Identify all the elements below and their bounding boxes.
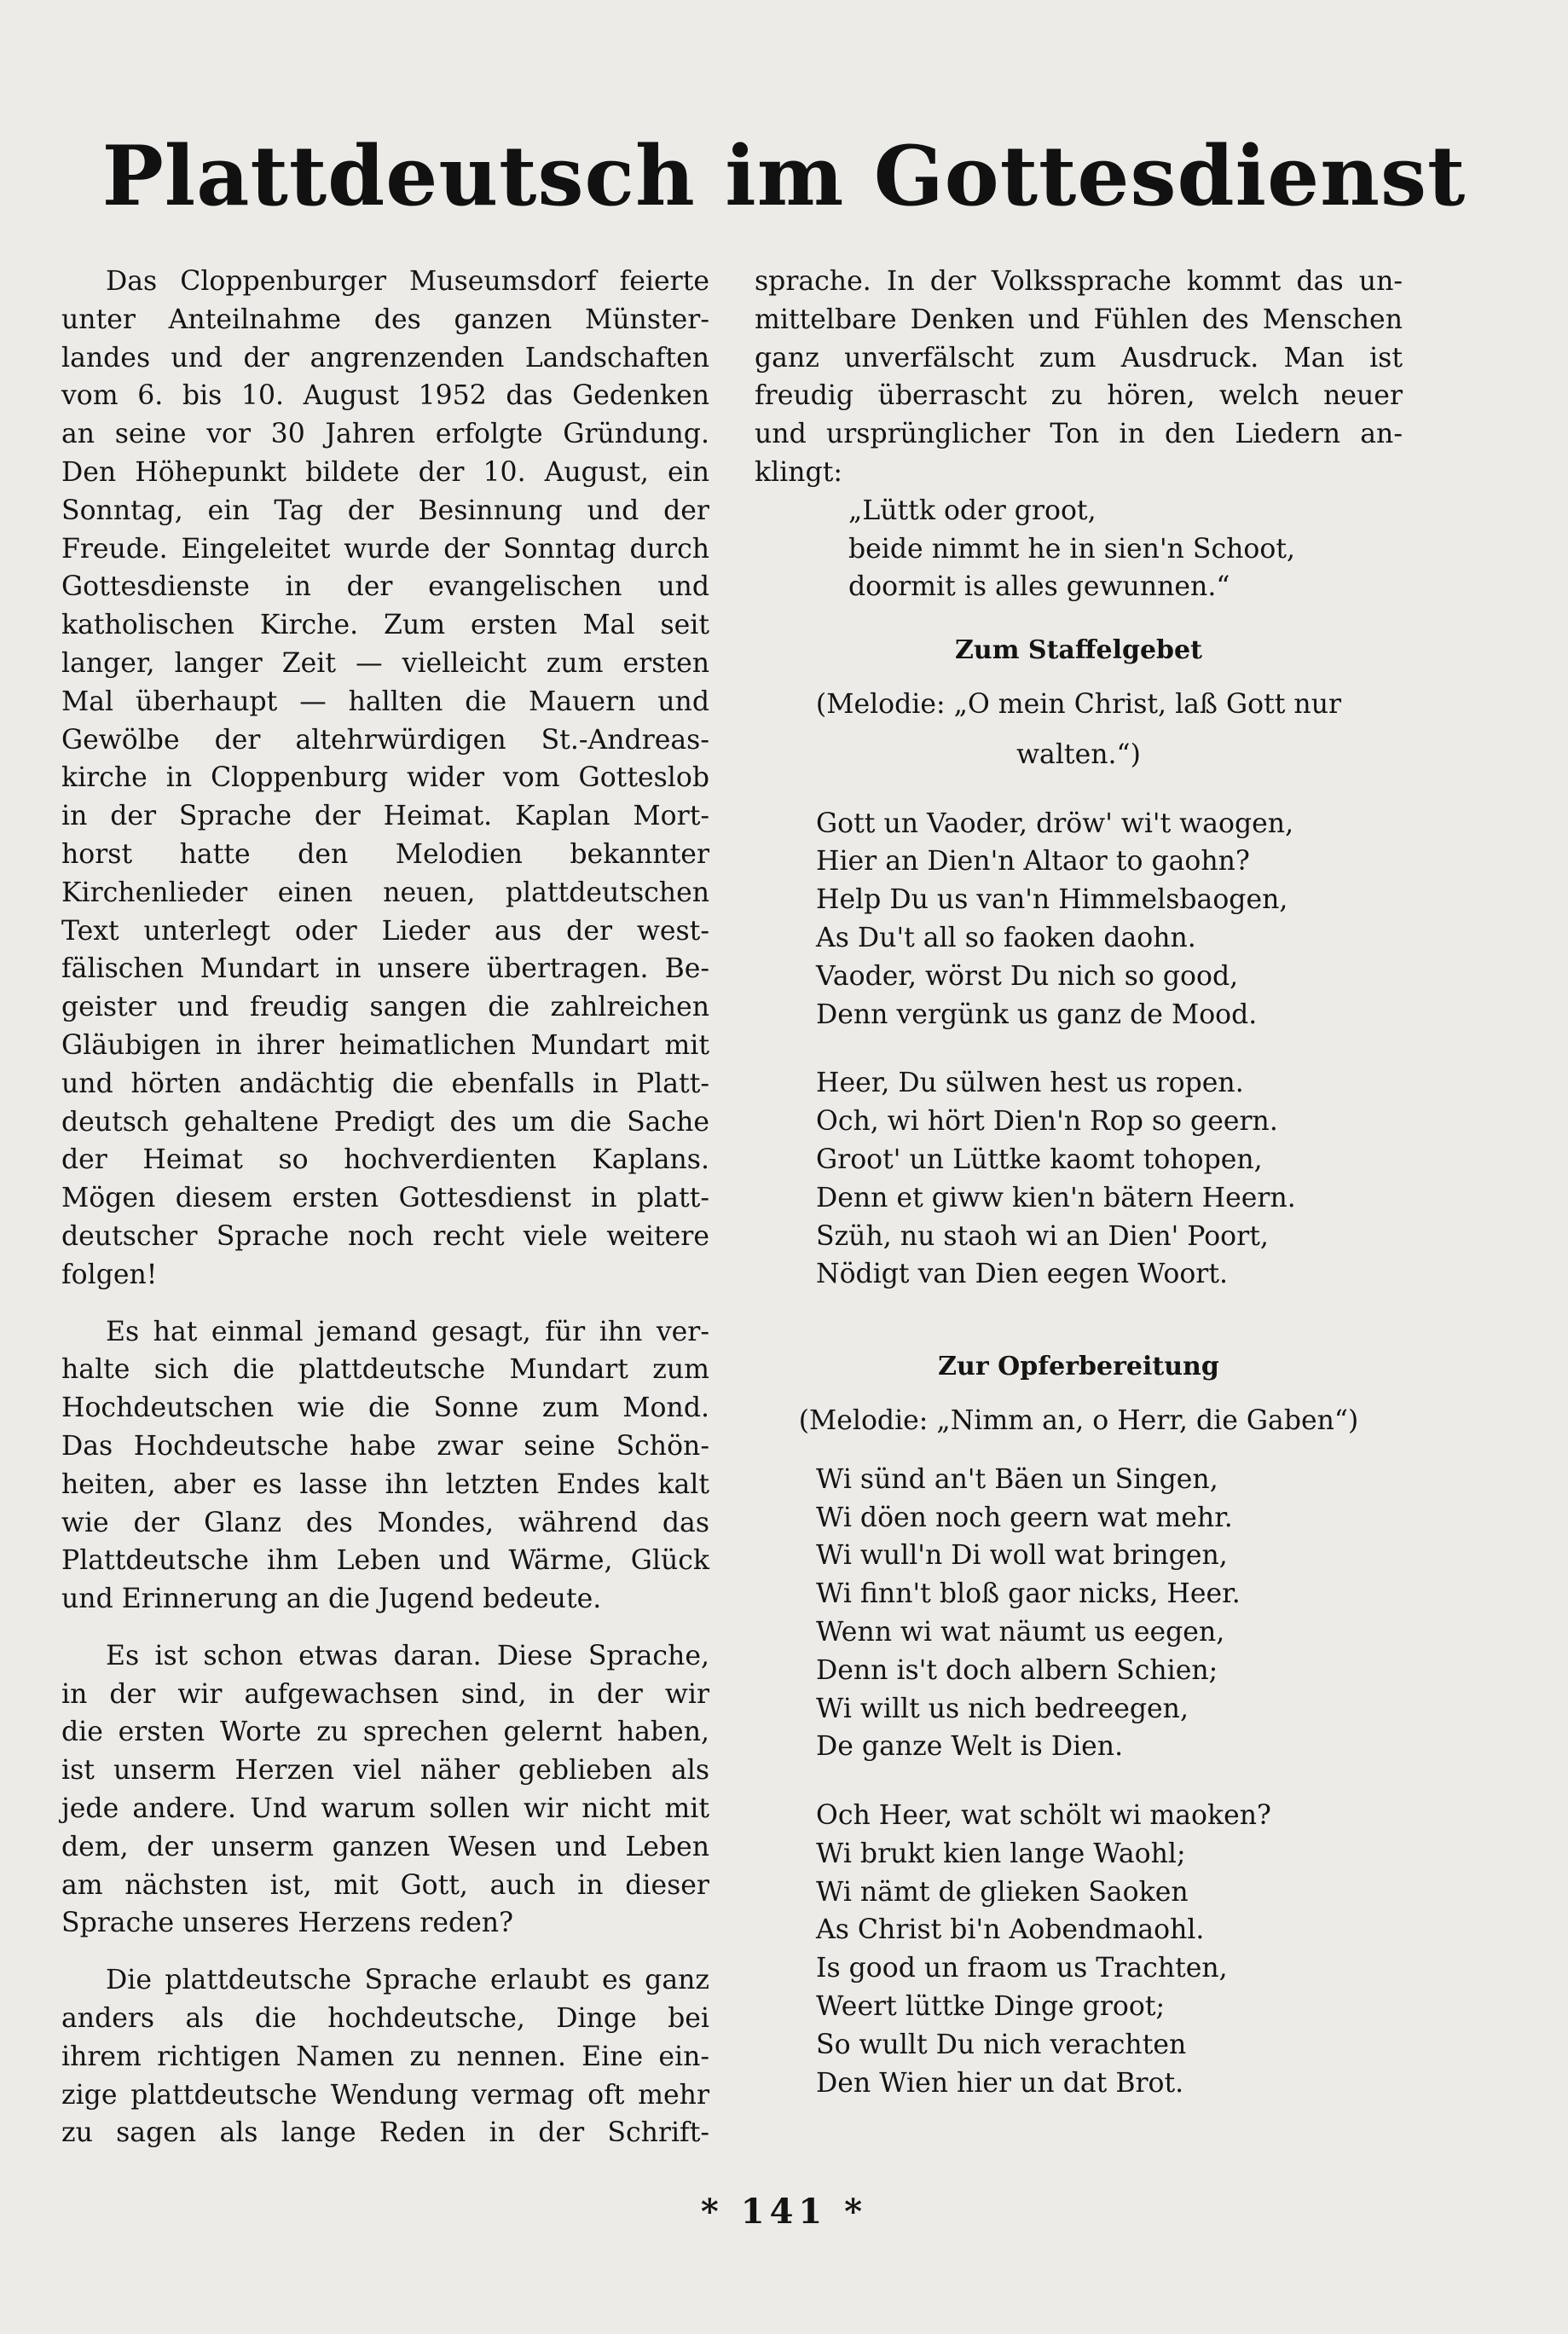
text-line: langer, langer Zeit — vielleicht zum ersten — [61, 647, 709, 679]
text-line: jede andere. Und warum sollen wir nicht mit — [61, 1793, 709, 1825]
melody-note-line-2: walten.“) — [1016, 738, 1141, 770]
text-line: Sprache unseres Herzens reden? — [61, 1908, 513, 1939]
text-line: Die plattdeutsche Sprache erlaubt es ganz — [106, 1965, 709, 1996]
verse-line: Wi sünd an't Bäen un Singen, — [816, 1463, 1218, 1495]
verse-line: Is good un fraom us Trachten, — [816, 1953, 1228, 1984]
page-number: * 141 * — [700, 2192, 868, 2232]
text-line: horst hatte den Melodien bekannter — [61, 838, 709, 870]
text-line: Freude. Eingeleitet wurde der Sonntag durch — [61, 533, 709, 565]
verse-line: Nödigt van Dien eegen Woort. — [816, 1259, 1229, 1290]
verse-line: Wenn wi wat näumt us eegen, — [816, 1616, 1225, 1648]
text-line: unter Anteilnahme des ganzen Münster- — [61, 304, 709, 335]
verse-line: Wi brukt kien lange Waohl; — [816, 1838, 1186, 1869]
text-line: geister und freudig sangen die zahlreichen — [61, 992, 709, 1023]
verse-line: Gott un Vaoder, dröw' wi't waogen, — [816, 808, 1294, 839]
text-line: Gottesdienste in der evangelischen und — [61, 571, 709, 603]
text-line: Gläubigen in ihrer heimatlichen Mundart mit — [61, 1029, 709, 1061]
text-line: Plattdeutsche ihm Leben und Wärme, Glück — [61, 1545, 709, 1577]
verse-line: Och Heer, wat schölt wi maoken? — [816, 1800, 1271, 1832]
verse-line: Groot' un Lüttke kaomt tohopen, — [816, 1144, 1263, 1175]
text-line: wie der Glanz des Mondes, während das — [61, 1507, 709, 1538]
text-line: freudig überrascht zu hören, welch neuer — [755, 380, 1403, 412]
verse-line: Wi finn't bloß gaor nicks, Heer. — [816, 1578, 1241, 1610]
verse-line: Och, wi hört Dien'n Rop so geern. — [816, 1106, 1278, 1138]
text-line: zige plattdeutsche Wendung vermag oft mehr — [61, 2079, 709, 2111]
text-line: anders als die hochdeutsche, Dinge bei — [61, 2003, 709, 2035]
verse-line: Vaoder, wörst Du nich so good, — [816, 960, 1239, 992]
text-line: landes und der angrenzenden Landschaften — [61, 342, 709, 374]
text-line: Es ist schon etwas daran. Diese Sprache, — [106, 1640, 709, 1671]
text-line: ist unserm Herzen viel näher geblieben als — [61, 1755, 709, 1787]
verse-line: Szüh, nu staoh wi an Dien' Poort, — [816, 1220, 1269, 1252]
text-line: Das Cloppenburger Museumsdorf feierte — [106, 266, 709, 297]
text-line: und ursprünglicher Ton in den Liedern an- — [755, 419, 1403, 450]
text-line: sprache. In der Volkssprache kommt das un- — [755, 266, 1403, 297]
text-line: Sonntag, ein Tag der Besinnung und der — [61, 495, 709, 526]
text-line: katholischen Kirche. Zum ersten Mal seit — [61, 610, 709, 641]
text-line: deutsch gehaltene Predigt des um die Sache — [61, 1106, 709, 1138]
text-line: Text unterlegt oder Lieder aus der west- — [61, 915, 709, 947]
verse-line: As Christ bi'n Aobendmaohl. — [816, 1914, 1205, 1946]
verse-line: Wi willt us nich bedreegen, — [816, 1693, 1189, 1724]
text-line: an seine vor 30 Jahren erfolgte Gründung. — [61, 419, 709, 450]
quote-line: doormit is alles gewunnen.“ — [848, 571, 1230, 603]
text-line: am nächsten ist, mit Gott, auch in dieser — [61, 1869, 709, 1901]
text-line: Den Höhepunkt bildete der 10. August, ein — [61, 456, 709, 488]
text-line: heiten, aber es lasse ihn letzten Endes kalt — [61, 1468, 709, 1500]
text-line: Gewölbe der altehrwürdigen St.-Andreas- — [61, 724, 709, 756]
text-line: Mögen diesem ersten Gottesdienst in platt- — [61, 1183, 709, 1214]
text-line: Kirchenlieder einen neuen, plattdeutschen — [61, 877, 709, 908]
text-line: Es hat einmal jemand gesagt, für ihn ver- — [106, 1316, 709, 1347]
paragraph-1 — [61, 263, 709, 1294]
verse-line: Weert lüttke Dinge groot; — [816, 1991, 1166, 2023]
text-line: zu sagen als lange Reden in der Schrift- — [61, 2117, 709, 2149]
verse-line: Heer, Du sülwen hest us ropen. — [816, 1068, 1244, 1099]
verse-line: Hier an Dien'n Altaor to gaohn? — [816, 846, 1250, 877]
paragraph-3 — [61, 1637, 709, 1943]
verse-line: Wi döen noch geern wat mehr. — [816, 1502, 1233, 1533]
text-line: vom 6. bis 10. August 1952 das Gedenken — [61, 380, 709, 412]
verse-line: Wi wull'n Di woll wat bringen, — [816, 1540, 1228, 1572]
section-heading-staffelgebet: Zum Staffelgebet — [955, 635, 1202, 666]
text-line: kirche in Cloppenburg wider vom Gotteslob — [61, 762, 709, 794]
verse-line: Wi nämt de glieken Saoken — [816, 1876, 1189, 1908]
text-line: und hörten andächtig die ebenfalls in Platt- — [61, 1068, 709, 1099]
hymn-stanza — [755, 1797, 1403, 2102]
text-line: die ersten Worte zu sprechen gelernt haben, — [61, 1717, 709, 1748]
text-line: klingt: — [755, 456, 842, 488]
text-line: der Heimat so hochverdienten Kaplans. — [61, 1144, 709, 1176]
paragraph-continued — [755, 263, 1403, 492]
section-heading-opferbereitung: Zur Opferbereitung — [938, 1352, 1219, 1382]
verse-line: Help Du us van'n Himmelsbaogen, — [816, 884, 1288, 916]
text-line: und Erinnerung an die Jugend bedeute. — [61, 1584, 602, 1615]
article-title: Plattdeutsch im Gottesdienst — [101, 128, 1467, 224]
melody-note-line-1: (Melodie: „O mein Christ, laß Gott nur — [815, 688, 1342, 720]
quote-line: „Lüttk oder groot, — [848, 495, 1096, 526]
text-line: in der Sprache der Heimat. Kaplan Mort- — [61, 801, 709, 832]
right-column — [755, 263, 1403, 2102]
hymn-stanza — [755, 805, 1403, 1034]
verse-line: Den Wien hier un dat Brot. — [816, 2067, 1184, 2099]
hymn-stanza — [755, 1461, 1403, 1766]
text-line: dem, der unserm ganzen Wesen und Leben — [61, 1831, 709, 1862]
text-line: fälischen Mundart in unsere übertragen. Be- — [61, 953, 709, 985]
text-line: Mal überhaupt — hallten die Mauern und — [61, 686, 709, 717]
quotation — [755, 492, 1403, 606]
verse-line: As Du't all so faoken daohn. — [816, 922, 1196, 953]
hymn-stanza — [755, 1064, 1403, 1294]
verse-line: Denn vergünk us ganz de Mood. — [816, 999, 1258, 1030]
text-line: Das Hochdeutsche habe zwar seine Schön- — [61, 1430, 709, 1462]
verse-line: Denn is't doch albern Schien; — [816, 1654, 1218, 1686]
text-line: Hochdeutschen wie die Sonne zum Mond. — [61, 1393, 709, 1424]
text-line: mittelbare Denken und Fühlen des Menschen — [755, 304, 1403, 335]
paragraph-4 — [61, 1961, 709, 2152]
verse-line: De ganze Welt is Dien. — [816, 1731, 1124, 1763]
text-line: halte sich die plattdeutsche Mundart zum — [61, 1354, 709, 1386]
verse-line: So wullt Du nich verachten — [816, 2029, 1187, 2060]
verse-line: Denn et giww kien'n bätern Heern. — [816, 1182, 1296, 1213]
left-column — [61, 263, 709, 2152]
text-line: folgen! — [61, 1259, 158, 1290]
text-line: ganz unverfälscht zum Ausdruck. Man ist — [755, 342, 1403, 374]
text-line: ihrem richtigen Namen zu nennen. Eine ein- — [61, 2041, 709, 2072]
text-line: in der wir aufgewachsen sind, in der wir — [61, 1678, 709, 1710]
quote-line: beide nimmt he in sien'n Schoot, — [848, 533, 1296, 565]
paragraph-2 — [61, 1313, 709, 1619]
melody-note: (Melodie: „Nimm an, o Herr, die Gaben“) — [798, 1404, 1359, 1436]
text-line: deutscher Sprache noch recht viele weitere — [61, 1220, 709, 1252]
